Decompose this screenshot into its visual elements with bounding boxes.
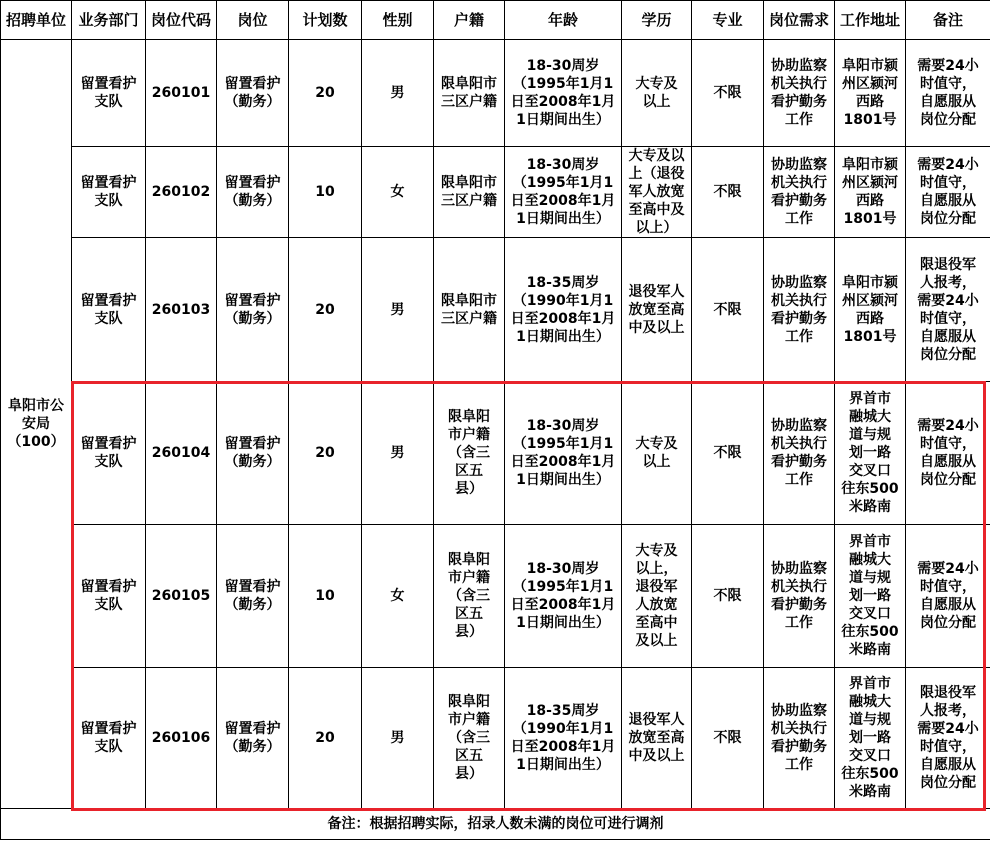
req-cell: 协助监察 机关执行 看护勤务 工作	[764, 668, 835, 809]
age-cell: 18-35周岁 （1990年1月1 日至2008年1月 1日期间出生）	[505, 238, 622, 382]
post-cell: 留置看护 （勤务）	[217, 382, 289, 525]
addr-cell: 阜阳市颍 州区颍河 西路 1801号	[835, 238, 906, 382]
note-row	[1, 809, 990, 840]
hukou-cell: 限阜阳市 三区户籍	[434, 40, 505, 147]
count-cell: 20	[289, 238, 362, 382]
dept-cell: 留置看护 支队	[72, 525, 146, 668]
count-cell: 10	[289, 525, 362, 668]
table-row	[1, 525, 990, 668]
dept-cell: 留置看护 支队	[72, 668, 146, 809]
req-cell: 协助监察 机关执行 看护勤务 工作	[764, 147, 835, 238]
post-cell: 留置看护 （勤务）	[217, 668, 289, 809]
header-cell: 户籍	[434, 1, 505, 40]
edu-cell: 退役军人 放宽至高 中及以上	[622, 668, 692, 809]
req-cell: 协助监察 机关执行 看护勤务 工作	[764, 40, 835, 147]
header-cell: 工作地址	[835, 1, 906, 40]
edu-cell: 大专及 以上， 退役军 人放宽 至高中 及以上	[622, 525, 692, 668]
age-cell: 18-30周岁 （1995年1月1 日至2008年1月 1日期间出生）	[505, 525, 622, 668]
gender-cell: 男	[362, 382, 434, 525]
req-cell: 协助监察 机关执行 看护勤务 工作	[764, 238, 835, 382]
gender-cell: 女	[362, 147, 434, 238]
post-cell: 留置看护 （勤务）	[217, 147, 289, 238]
code-cell: 260102	[146, 147, 217, 238]
header-cell: 岗位代码	[146, 1, 217, 40]
header-cell: 备注	[906, 1, 990, 40]
code-cell: 260106	[146, 668, 217, 809]
req-cell: 协助监察 机关执行 看护勤务 工作	[764, 382, 835, 525]
major-cell: 不限	[692, 525, 764, 668]
code-cell: 260105	[146, 525, 217, 668]
table-row	[1, 40, 990, 147]
table-row	[1, 238, 990, 382]
remark-cell: 需要24小 时值守， 自愿服从 岗位分配	[906, 382, 990, 525]
header-cell: 岗位需求	[764, 1, 835, 40]
header-cell: 年龄	[505, 1, 622, 40]
remark-cell: 需要24小 时值守， 自愿服从 岗位分配	[906, 147, 990, 238]
addr-cell: 界首市 融城大 道与规 划一路 交叉口 往东500 米路南	[835, 525, 906, 668]
major-cell: 不限	[692, 238, 764, 382]
table-row	[1, 382, 990, 525]
count-cell: 10	[289, 147, 362, 238]
remark-cell: 限退役军 人报考， 需要24小 时值守， 自愿服从 岗位分配	[906, 238, 990, 382]
major-cell: 不限	[692, 668, 764, 809]
age-cell: 18-30周岁 （1995年1月1 日至2008年1月 1日期间出生）	[505, 40, 622, 147]
dept-cell: 留置看护 支队	[72, 40, 146, 147]
age-cell: 18-30周岁 （1995年1月1 日至2008年1月 1日期间出生）	[505, 147, 622, 238]
footer-note: 备注：根据招聘实际，招录人数未满的岗位可进行调剂	[1, 809, 990, 840]
addr-cell: 阜阳市颍 州区颍河 西路 1801号	[835, 40, 906, 147]
gender-cell: 男	[362, 40, 434, 147]
post-cell: 留置看护 （勤务）	[217, 238, 289, 382]
req-cell: 协助监察 机关执行 看护勤务 工作	[764, 525, 835, 668]
header-cell: 招聘单位	[1, 1, 72, 40]
major-cell: 不限	[692, 40, 764, 147]
header-cell: 业务部门	[72, 1, 146, 40]
hukou-cell: 限阜阳 市户籍 （含三 区五 县）	[434, 668, 505, 809]
gender-cell: 男	[362, 238, 434, 382]
header-cell: 性别	[362, 1, 434, 40]
hukou-cell: 限阜阳市 三区户籍	[434, 147, 505, 238]
remark-cell: 限退役军 人报考， 需要24小 时值守， 自愿服从 岗位分配	[906, 668, 990, 809]
dept-cell: 留置看护 支队	[72, 147, 146, 238]
gender-cell: 男	[362, 668, 434, 809]
count-cell: 20	[289, 40, 362, 147]
dept-cell: 留置看护 支队	[72, 382, 146, 525]
addr-cell: 界首市 融城大 道与规 划一路 交叉口 往东500 米路南	[835, 382, 906, 525]
remark-cell: 需要24小 时值守， 自愿服从 岗位分配	[906, 525, 990, 668]
addr-cell: 界首市 融城大 道与规 划一路 交叉口 往东500 米路南	[835, 668, 906, 809]
code-cell: 260104	[146, 382, 217, 525]
table-row	[1, 147, 990, 238]
edu-cell: 大专及 以上	[622, 40, 692, 147]
hukou-cell: 限阜阳市 三区户籍	[434, 238, 505, 382]
major-cell: 不限	[692, 382, 764, 525]
count-cell: 20	[289, 382, 362, 525]
code-cell: 260103	[146, 238, 217, 382]
unit-cell: 阜阳市公 安局 （100）	[1, 40, 72, 809]
header-cell: 岗位	[217, 1, 289, 40]
header-cell: 计划数	[289, 1, 362, 40]
post-cell: 留置看护 （勤务）	[217, 525, 289, 668]
age-cell: 18-35周岁 （1990年1月1 日至2008年1月 1日期间出生）	[505, 668, 622, 809]
hukou-cell: 限阜阳 市户籍 （含三 区五 县）	[434, 525, 505, 668]
edu-cell: 大专及以 上（退役 军人放宽 至高中及 以上）	[622, 147, 692, 238]
header-cell: 专业	[692, 1, 764, 40]
table-row	[1, 668, 990, 809]
hukou-cell: 限阜阳 市户籍 （含三 区五 县）	[434, 382, 505, 525]
post-cell: 留置看护 （勤务）	[217, 40, 289, 147]
code-cell: 260101	[146, 40, 217, 147]
dept-cell: 留置看护 支队	[72, 238, 146, 382]
remark-cell: 需要24小 时值守， 自愿服从 岗位分配	[906, 40, 990, 147]
gender-cell: 女	[362, 525, 434, 668]
header-cell: 学历	[622, 1, 692, 40]
count-cell: 20	[289, 668, 362, 809]
edu-cell: 大专及 以上	[622, 382, 692, 525]
addr-cell: 阜阳市颍 州区颍河 西路 1801号	[835, 147, 906, 238]
header-row	[1, 1, 990, 40]
age-cell: 18-30周岁 （1995年1月1 日至2008年1月 1日期间出生）	[505, 382, 622, 525]
major-cell: 不限	[692, 147, 764, 238]
edu-cell: 退役军人 放宽至高 中及以上	[622, 238, 692, 382]
